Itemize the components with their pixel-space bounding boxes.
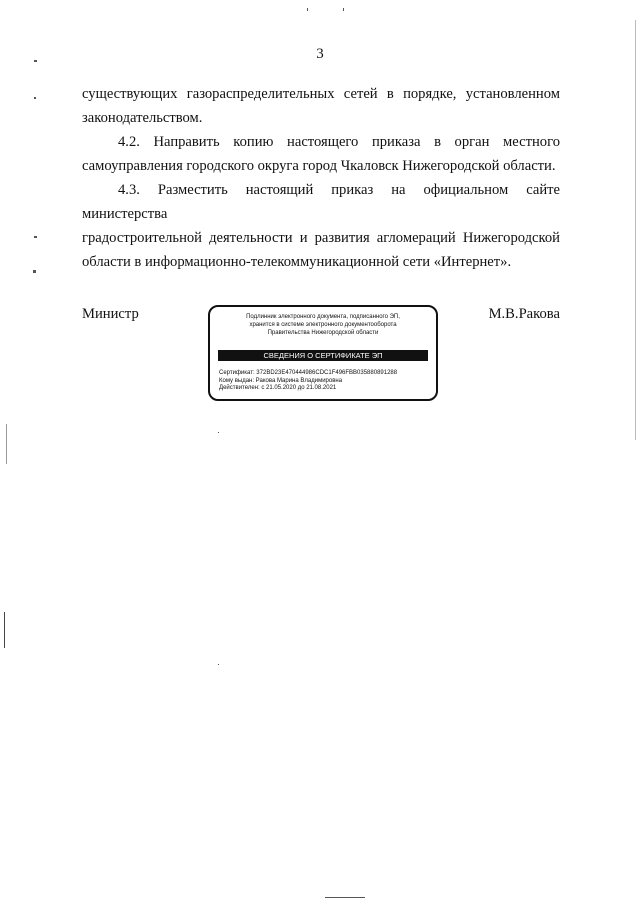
scan-mark [325, 897, 365, 898]
paragraph-4-3-line-3: области в информационно-телекоммуникационной сети «Интернет». [82, 254, 512, 270]
page-number: 3 [316, 46, 324, 62]
paragraph-4-3-line-2: градостроительной деятельности и развития агломераций Нижегородской [82, 230, 560, 246]
scan-mark [34, 60, 37, 62]
scan-edge-left [4, 612, 5, 648]
stamp-certificate-title: СВЕДЕНИЯ О СЕРТИФИКАТЕ ЭП [218, 350, 428, 361]
stamp-header-line-3: Правительства Нижегородской области [267, 330, 379, 336]
stamp-certificate-number: Сертификат: 372BD23E470444986CDC1F496FBB035880891288 [219, 370, 398, 376]
scan-mark [218, 664, 219, 665]
paragraph-4-3 [82, 178, 560, 274]
signer-position: Министр [82, 306, 139, 322]
paragraph-4-2-line-2: самоуправления городского округа город Чкаловск Нижегородской области. [82, 158, 556, 174]
paragraph-4-2 [82, 130, 560, 178]
stamp-header [216, 313, 430, 337]
electronic-signature-stamp [208, 305, 438, 401]
paragraph-4-2-line-1: 4.2. Направить копию настоящего приказа в орган местного [118, 134, 560, 150]
scan-mark [33, 270, 36, 273]
paragraph-4-3-line-1: 4.3. Разместить настоящий приказ на официальном сайте министерства [82, 182, 560, 222]
signer-name: М.В.Ракова [488, 306, 560, 322]
scan-edge-left-dots [6, 424, 7, 464]
scan-mark [307, 8, 308, 11]
stamp-header-line-1: Подлинник электронного документа, подписанного ЭП, [246, 314, 400, 320]
scan-mark [34, 97, 36, 99]
paragraph-1-line-2: законодательством. [82, 110, 203, 126]
paragraph-1 [82, 82, 560, 130]
stamp-details [219, 370, 430, 393]
paragraph-1-line-1: существующих газораспределительных сетей в порядке, установленном [82, 86, 560, 102]
scan-mark [34, 236, 37, 238]
stamp-header-line-2: хранится в системе электронного документооборота [249, 322, 397, 328]
scan-mark [343, 8, 344, 11]
scan-mark [218, 432, 219, 433]
stamp-validity: Действителен: с 21.05.2020 до 21.08.2021 [219, 385, 337, 391]
scan-edge-right [635, 20, 636, 440]
stamp-issued-to: Кому выдан: Ракова Марина Владимировна [219, 377, 343, 384]
